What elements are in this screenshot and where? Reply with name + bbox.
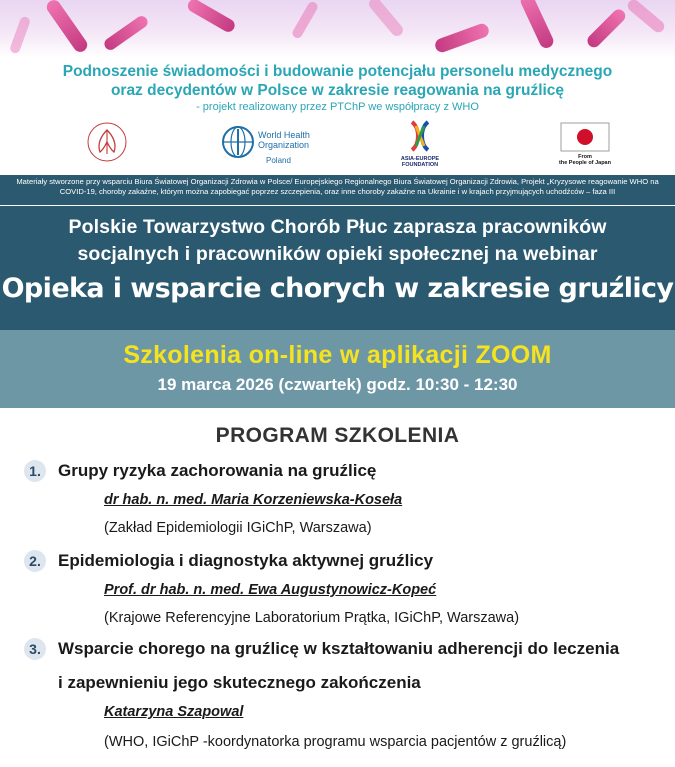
item-number: 3. [24,638,46,660]
item-topic-line-2: i zapewnieniu jego skutecznego zakończenia [58,673,421,692]
asia-europe-text: ASIA-EUROPE FOUNDATION [400,156,440,168]
asia-europe-logo [390,118,450,174]
japan-text: From the People of Japan [559,154,611,166]
headline-line-2: oraz decydentów w Polsce w zakresie reagowania na gruźlicę [110,82,565,99]
ptchp-emblem-icon [76,118,138,174]
who-emblem-icon [220,124,256,160]
item-speaker: Katarzyna Szapowal [104,704,244,720]
partner-logos [0,118,675,174]
who-logo [218,118,318,174]
japan-logo [560,118,610,174]
who-name: World Health Organization [258,130,310,150]
invite-line-1: Polskie Towarzystwo Chorób Płuc zaprasza pracowników [68,216,607,238]
who-country: Poland [266,156,291,165]
zoom-band [0,330,675,408]
webinar-title: Opieka i wsparcie chorych w zakresie gruźlicy [1,273,674,304]
program-title: PROGRAM SZKOLENIA [215,424,460,447]
item-affiliation: (Krajowe Referencyjne Laboratorium Prątka, IGiChP, Warszawa) [104,610,520,626]
funding-notice: Materiały stworzone przy wsparciu Biura Światowej Organizacji Zdrowia w Polsce/ Europejskiego Regionalnego Biura Światowej Organizacji Zdrowia, Projekt „Kryzysowe reagowanie WHO na COVID-19, choroby zakaźne, którym można zapobiegać poprzez szczepienia, oraz inne choroby zakaźne na Ukrainie i w krajach przyjmujących uchodźców – faza III [0,175,675,205]
item-topic: Epidemiologia i diagnostyka aktywnej gruźlicy [58,551,434,570]
headline-line-1: Podnoszenie świadomości i budowanie potencjału personelu medycznego [62,63,613,80]
invitation-band [0,206,675,330]
ptchp-logo [76,118,138,174]
project-subline: - projekt realizowany przez PTChP we współpracy z WHO [196,101,479,113]
bacteria-illustration [0,0,675,58]
item-affiliation: (Zakład Epidemiologii IGiChP, Warszawa) [104,520,372,536]
zoom-title: Szkolenia on-line w aplikacji ZOOM [123,341,552,369]
project-headline [0,62,675,100]
item-speaker: dr hab. n. med. Maria Korzeniewska-Koseła [104,492,403,508]
item-number: 2. [24,550,46,572]
item-topic: Grupy ryzyka zachorowania na gruźlicę [58,461,377,480]
item-affiliation: (WHO, IGiChP -koordynatorka programu wsparcia pacjentów z gruźlicą) [104,734,567,750]
bacteria-banner [0,0,675,58]
item-topic: Wsparcie chorego na gruźlicę w kształtowaniu adherencji do leczenia [58,639,620,658]
event-date: 19 marca 2026 (czwartek) godz. 10:30 - 12:30 [157,375,518,394]
invite-line-2: socjalnych i pracowników opieki społecznej na webinar [77,243,598,265]
japan-flag-icon [560,122,610,152]
asef-emblem-icon [390,118,450,154]
item-number: 1. [24,460,46,482]
item-speaker: Prof. dr hab. n. med. Ewa Augustynowicz-Kopeć [104,582,437,598]
